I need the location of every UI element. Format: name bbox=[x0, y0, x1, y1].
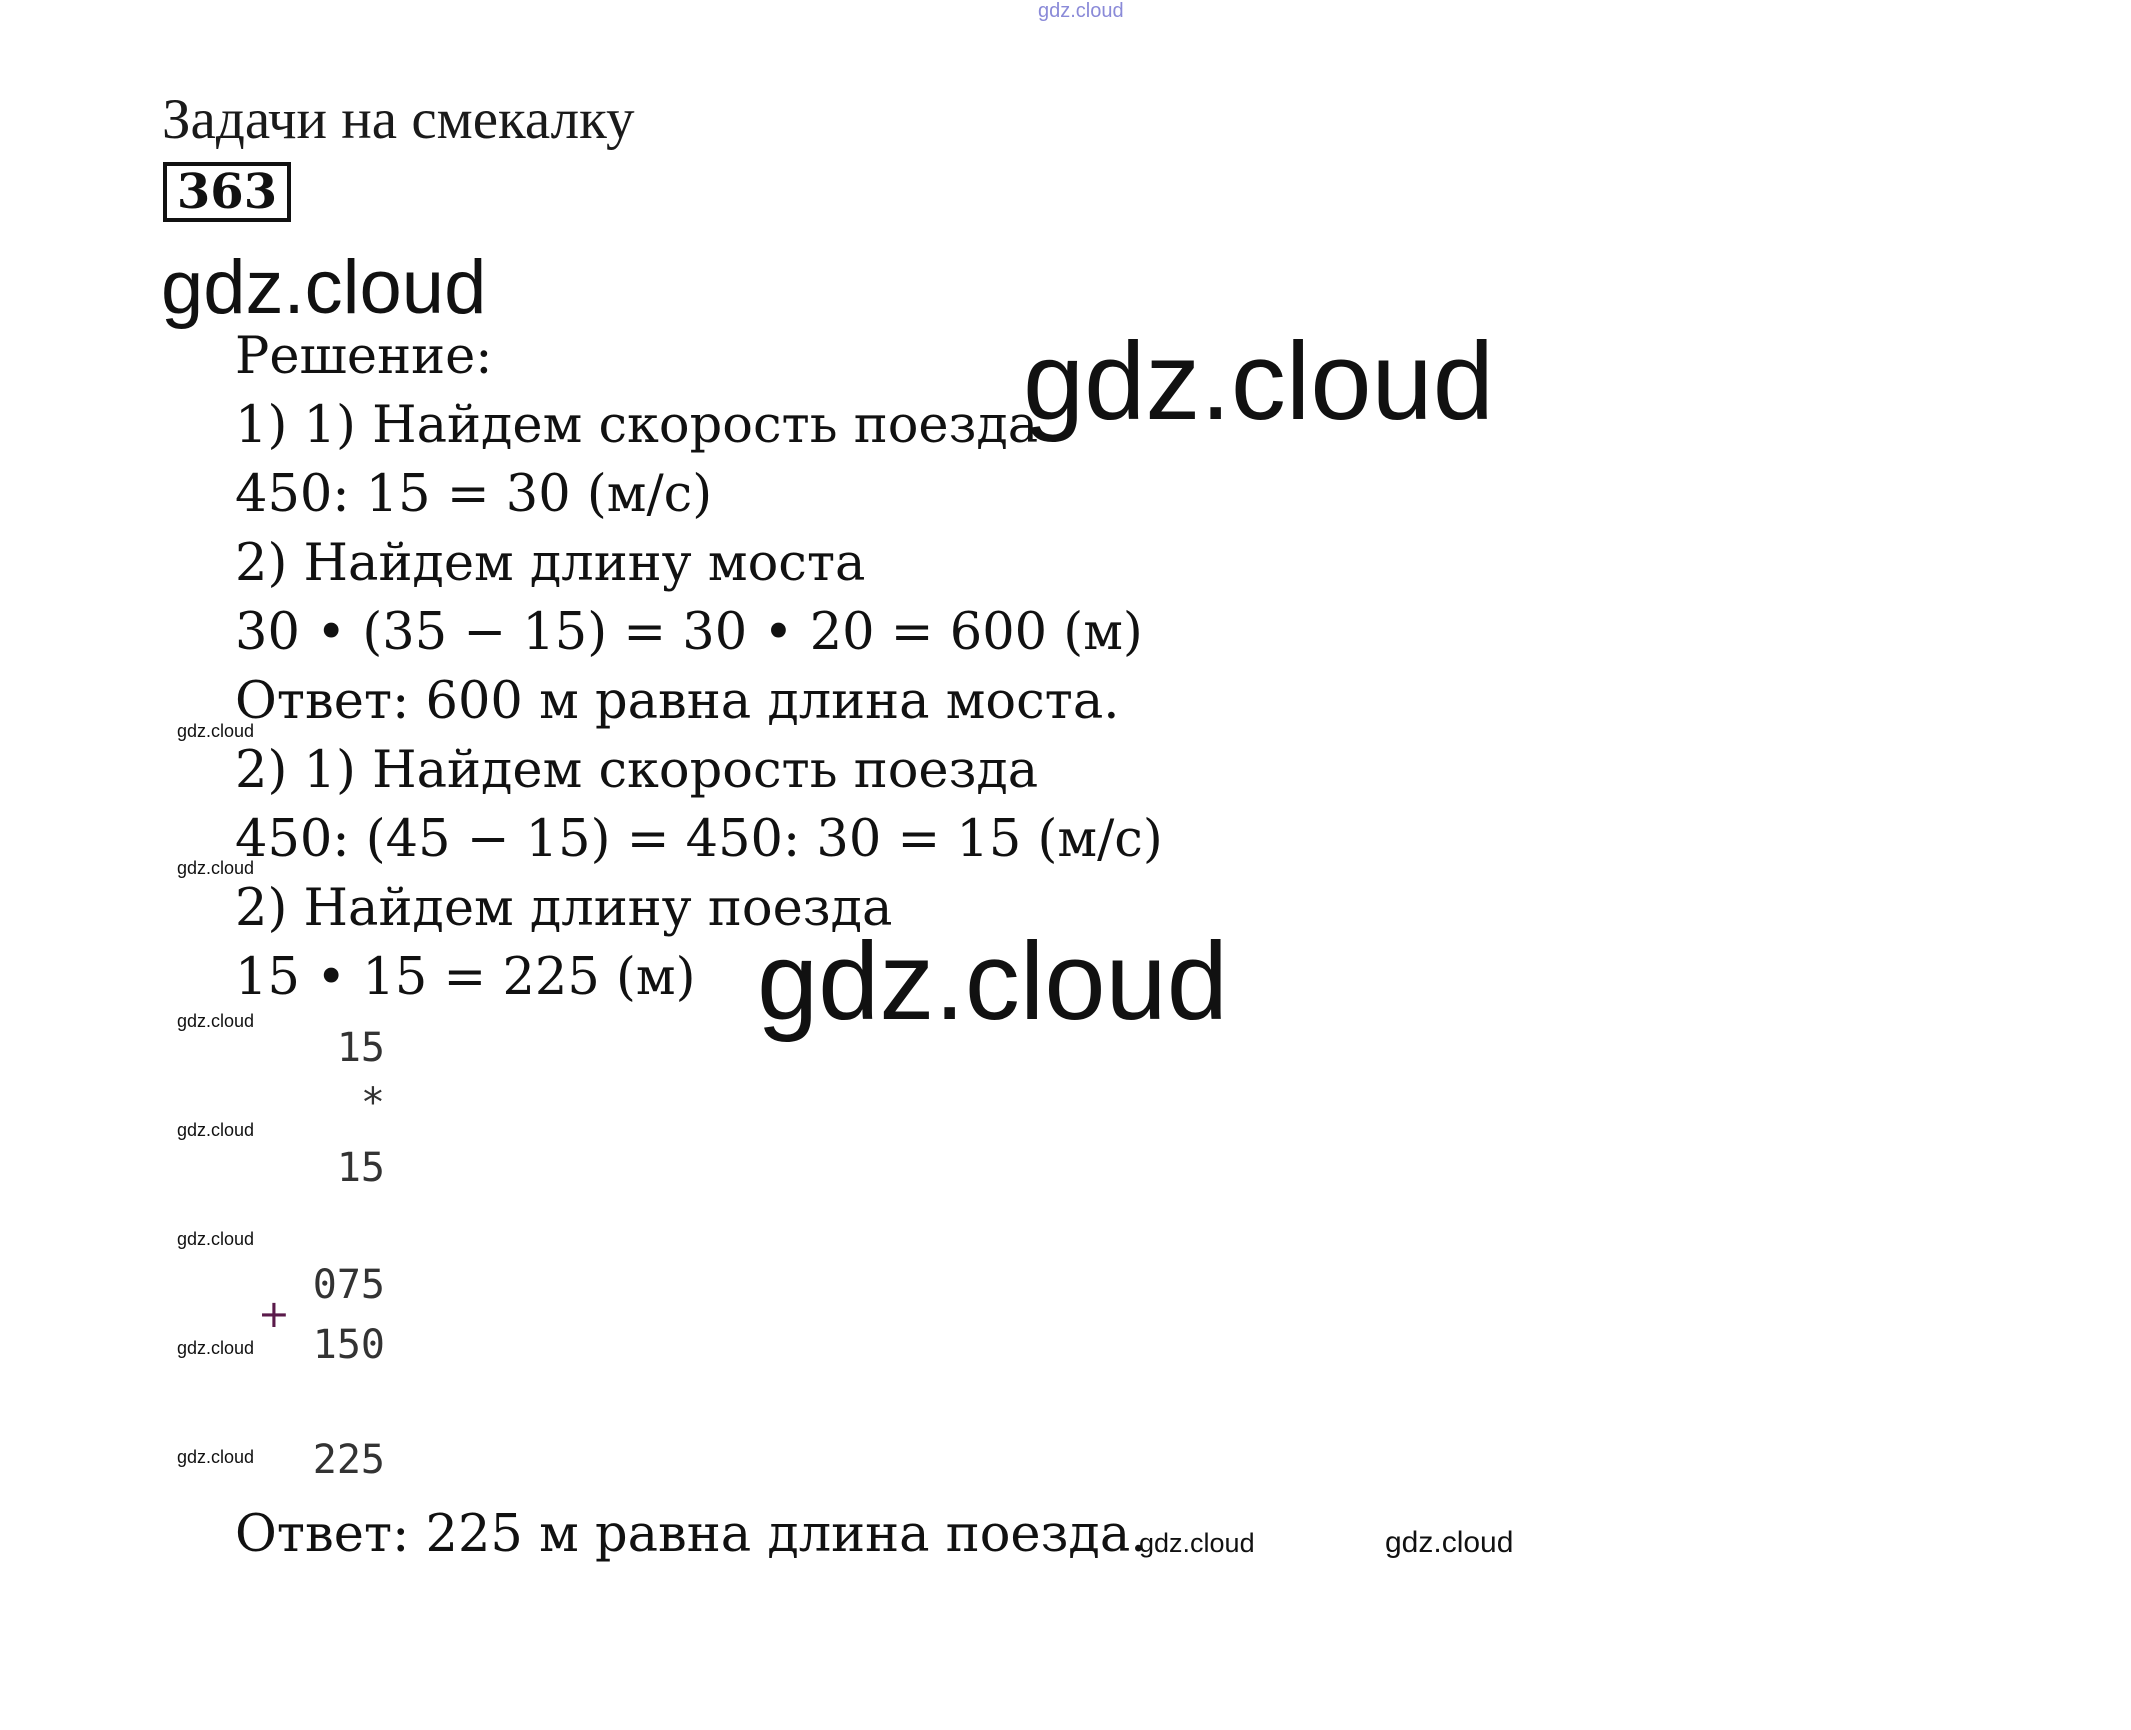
watermark-small: gdz.cloud bbox=[177, 1011, 255, 1031]
watermark-small: gdz.cloud bbox=[177, 1338, 255, 1358]
watermark-brand-left: gdz.cloud bbox=[161, 245, 487, 330]
calc-result: 225 bbox=[312, 1437, 385, 1483]
solution-line: 2) 1) Найдем скорость поезда bbox=[235, 741, 1039, 800]
solution-line: 15 • 15 = 225 (м) bbox=[235, 948, 696, 1007]
solution-block bbox=[235, 322, 1163, 1012]
solution-line: 450: (45 − 15) = 450: 30 = 15 (м/с) bbox=[235, 810, 1163, 869]
section-title: Задачи на смекалку bbox=[162, 88, 635, 151]
watermark-small: gdz.cloud bbox=[177, 1120, 255, 1140]
solution-line: 30 • (35 − 15) = 30 • 20 = 600 (м) bbox=[235, 603, 1143, 662]
calc-partial-1: 075 bbox=[312, 1262, 385, 1308]
watermark-small: gdz.cloud bbox=[177, 1447, 255, 1467]
watermark-brand-right: gdz.cloud bbox=[1023, 320, 1494, 443]
solution-line: 2) Найдем длину поезда bbox=[235, 879, 893, 938]
calc-operator: * bbox=[360, 1080, 385, 1126]
calc-multiplicand: 15 bbox=[336, 1025, 385, 1071]
calc-partial-2: 150 bbox=[312, 1322, 385, 1368]
calc-plus-sign: + bbox=[258, 1292, 290, 1336]
watermark-brand-center: gdz.cloud bbox=[757, 920, 1228, 1043]
problem-number-badge: 363 bbox=[163, 162, 291, 222]
watermark-top: gdz.cloud bbox=[1038, 0, 1124, 22]
calc-multiplier: 15 bbox=[336, 1145, 385, 1191]
watermark-inline: gdz.cloud bbox=[1139, 1528, 1255, 1558]
watermark-small: gdz.cloud bbox=[177, 858, 255, 878]
watermark-small: gdz.cloud bbox=[177, 1229, 255, 1249]
solution-line: 450: 15 = 30 (м/с) bbox=[235, 465, 713, 524]
solution-heading: Решение: bbox=[235, 327, 493, 386]
solution-line: 1) 1) Найдем скорость поезда bbox=[235, 396, 1039, 455]
final-answer: Ответ: 225 м равна длина поезда. bbox=[235, 1505, 1147, 1564]
watermark-small: gdz.cloud bbox=[177, 721, 255, 741]
watermark-bottom-right: gdz.cloud bbox=[1385, 1526, 1514, 1559]
solution-line: 2) Найдем длину моста bbox=[235, 534, 866, 593]
solution-line: Ответ: 600 м равна длина моста. bbox=[235, 672, 1120, 731]
